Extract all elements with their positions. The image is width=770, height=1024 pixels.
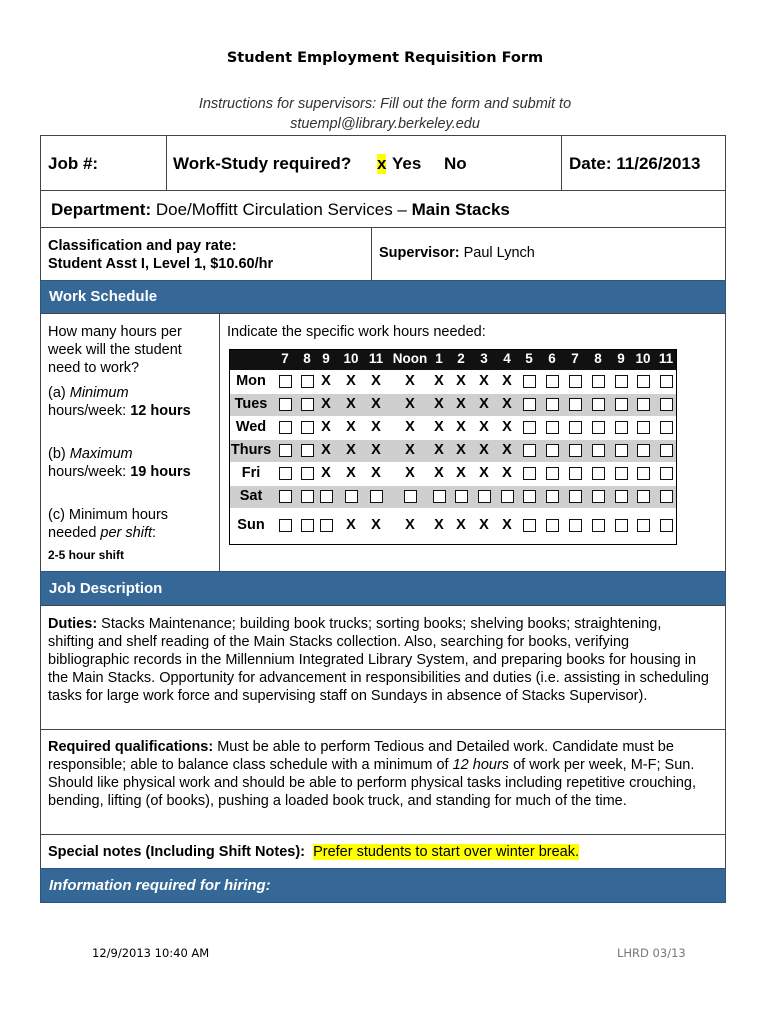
hour-checkbox[interactable] xyxy=(660,444,673,457)
instructions xyxy=(0,94,770,134)
hour-checkbox[interactable] xyxy=(569,490,582,503)
qualifications-label: Required qualifications: xyxy=(48,739,214,755)
hour-checkbox[interactable] xyxy=(301,490,314,503)
hour-header: 9 xyxy=(617,351,625,366)
footer-timestamp: 12/9/2013 10:40 AM xyxy=(92,946,210,960)
department-field xyxy=(51,200,510,220)
hour-marked[interactable]: X xyxy=(456,517,466,533)
hour-marked[interactable]: X xyxy=(456,442,466,458)
hour-marked[interactable]: X xyxy=(371,373,381,389)
hour-marked[interactable]: X xyxy=(371,396,381,412)
hour-marked[interactable]: X xyxy=(479,465,489,481)
hour-checkbox[interactable] xyxy=(301,444,314,457)
hour-checkbox[interactable] xyxy=(523,444,536,457)
hours-question: How many hours per week will the student need to work? xyxy=(48,324,182,376)
hour-checkbox[interactable] xyxy=(660,467,673,480)
hour-checkbox[interactable] xyxy=(660,375,673,388)
hour-checkbox[interactable] xyxy=(546,398,559,411)
department-row xyxy=(40,190,726,228)
classification-field xyxy=(48,237,273,273)
schedule-row xyxy=(230,463,676,485)
hour-header: Noon xyxy=(392,351,428,366)
hour-checkbox[interactable] xyxy=(279,375,292,388)
hour-header: 9 xyxy=(322,351,330,366)
hour-checkbox[interactable] xyxy=(615,490,628,503)
hour-header: 1 xyxy=(435,351,443,366)
hour-checkbox[interactable] xyxy=(592,421,605,434)
hour-marked[interactable]: X xyxy=(456,419,466,435)
minimum-hours xyxy=(48,384,218,420)
special-notes-section xyxy=(40,834,726,869)
classification-value: Student Asst I, Level 1, $10.60/hr xyxy=(48,256,274,272)
hour-checkbox[interactable] xyxy=(592,467,605,480)
hours-header xyxy=(230,350,676,370)
maximum-prefix: (b) xyxy=(48,446,70,462)
work-schedule-header: Work Schedule xyxy=(40,280,726,314)
shift-suffix: : xyxy=(152,525,157,541)
supervisor-value: Paul Lynch xyxy=(463,245,535,261)
schedule-row xyxy=(230,440,676,462)
duties-section xyxy=(40,605,726,730)
hour-checkbox[interactable] xyxy=(404,490,417,503)
shift-hours-value: 2-5 hour shift xyxy=(48,548,125,562)
form-title: Student Employment Requisition Form xyxy=(226,50,544,66)
hour-marked[interactable]: X xyxy=(346,396,356,412)
hour-checkbox[interactable] xyxy=(637,490,650,503)
duties-label: Duties: xyxy=(48,616,98,632)
hour-checkbox[interactable] xyxy=(546,375,559,388)
hour-checkbox[interactable] xyxy=(615,519,628,532)
date-field xyxy=(569,154,700,174)
maximum-suffix: hours/week: xyxy=(48,464,131,480)
minimum-suffix: hours/week: xyxy=(48,403,131,419)
hour-marked[interactable]: X xyxy=(502,373,512,389)
hour-checkbox[interactable] xyxy=(569,398,582,411)
hour-checkbox[interactable] xyxy=(569,519,582,532)
maximum-hours-value: 19 hours xyxy=(130,464,191,480)
hour-checkbox[interactable] xyxy=(523,375,536,388)
hour-checkbox[interactable] xyxy=(523,421,536,434)
special-notes-label: Special notes (Including Shift Notes): xyxy=(48,844,305,860)
hour-marked[interactable]: X xyxy=(479,396,489,412)
hour-checkbox[interactable] xyxy=(301,519,314,532)
duties-text xyxy=(48,615,711,705)
hour-checkbox[interactable] xyxy=(523,398,536,411)
hour-checkbox[interactable] xyxy=(523,490,536,503)
hour-checkbox[interactable] xyxy=(523,519,536,532)
hour-checkbox[interactable] xyxy=(279,444,292,457)
schedule-row xyxy=(230,371,676,393)
hour-header: 8 xyxy=(303,351,311,366)
hour-header: 10 xyxy=(635,351,651,366)
hour-marked[interactable]: X xyxy=(456,396,466,412)
hour-checkbox[interactable] xyxy=(279,519,292,532)
hour-marked[interactable]: X xyxy=(456,373,466,389)
hour-checkbox[interactable] xyxy=(660,398,673,411)
hour-marked[interactable]: X xyxy=(371,465,381,481)
hour-checkbox[interactable] xyxy=(301,467,314,480)
minimum-italic: Minimum xyxy=(69,385,129,401)
hour-marked[interactable]: X xyxy=(405,373,415,389)
hour-marked[interactable]: X xyxy=(346,517,356,533)
hour-marked[interactable]: X xyxy=(502,465,512,481)
work-study-yes-mark[interactable]: x xyxy=(377,154,387,173)
day-label: Mon xyxy=(236,373,266,389)
hour-header: 5 xyxy=(525,351,533,366)
hour-marked[interactable]: X xyxy=(434,517,444,533)
shift-hours xyxy=(48,506,213,542)
hour-checkbox[interactable] xyxy=(279,421,292,434)
hour-header: 10 xyxy=(343,351,359,366)
special-notes-text xyxy=(48,843,711,861)
duties-body: Stacks Maintenance; building book trucks; sorting books; shelving books; straightening, shifting and shelf reading of the Main Stacks collection. Also, searching for books, verifying bibliographic records in the Millennium Integrated Library System, and preparing books for housing in the Main Stacks. Opportunity for advancement in responsibilities and duties (i.e. assisting in scheduling tasks for large work force and supervising staff on Sundays in absence of Stacks Supervisor). xyxy=(48,616,709,704)
day-label: Tues xyxy=(234,396,268,412)
qualifications-hours: 12 hours xyxy=(452,757,510,773)
hour-checkbox[interactable] xyxy=(301,398,314,411)
hour-marked[interactable]: X xyxy=(479,442,489,458)
hour-checkbox[interactable] xyxy=(320,519,333,532)
hour-checkbox[interactable] xyxy=(546,467,559,480)
hour-checkbox[interactable] xyxy=(637,519,650,532)
minimum-hours-value: 12 hours xyxy=(130,403,191,419)
day-label: Fri xyxy=(241,465,261,481)
hour-checkbox[interactable] xyxy=(637,398,650,411)
hour-marked[interactable]: X xyxy=(434,373,444,389)
hour-marked[interactable]: X xyxy=(321,465,331,481)
department-label: Department: xyxy=(51,200,152,219)
hour-checkbox[interactable] xyxy=(546,421,559,434)
hour-header: 6 xyxy=(548,351,556,366)
hour-checkbox[interactable] xyxy=(279,490,292,503)
maximum-italic: Maximum xyxy=(69,446,133,462)
hour-header: 11 xyxy=(368,351,384,366)
hour-checkbox[interactable] xyxy=(370,490,383,503)
hour-checkbox[interactable] xyxy=(546,444,559,457)
supervisor-label: Supervisor: xyxy=(379,245,460,261)
qualifications-body-2: of work per week, M-F; Sun. Should like physical work and should be able to perform physical tasks including repetitive crouching, bending, lifting (of books), pushing a loaded book truck, and standing for much of the time. xyxy=(48,757,697,809)
maximum-hours xyxy=(48,445,218,481)
hour-checkbox[interactable] xyxy=(546,490,559,503)
hour-marked[interactable]: X xyxy=(321,396,331,412)
hour-marked[interactable]: X xyxy=(479,419,489,435)
schedule-row xyxy=(230,417,676,439)
hour-checkbox[interactable] xyxy=(615,398,628,411)
date-label: Date: xyxy=(569,154,612,173)
instructions-email[interactable]: stuempl@library.berkeley.edu xyxy=(290,116,480,132)
department-value: Doe/Moffitt Circulation Services – xyxy=(155,200,412,219)
hour-checkbox[interactable] xyxy=(637,467,650,480)
hour-checkbox[interactable] xyxy=(592,398,605,411)
hour-marked[interactable]: X xyxy=(479,373,489,389)
work-study-yes-option[interactable]: Yes xyxy=(392,154,422,173)
hour-header: 3 xyxy=(480,351,488,366)
job-number-label: Job #: xyxy=(48,154,99,173)
hour-marked[interactable]: X xyxy=(405,396,415,412)
work-study-no-option[interactable]: No xyxy=(444,154,467,173)
qualifications-text xyxy=(48,738,711,810)
special-notes-value: Prefer students to start over winter break. xyxy=(313,844,580,860)
footer-form-code: LHRD 03/13 xyxy=(617,946,686,960)
supervisor-field xyxy=(379,245,535,261)
hour-checkbox[interactable] xyxy=(279,398,292,411)
hour-header: 7 xyxy=(571,351,579,366)
hour-checkbox[interactable] xyxy=(592,375,605,388)
hour-checkbox[interactable] xyxy=(660,519,673,532)
hour-checkbox[interactable] xyxy=(455,490,468,503)
hour-checkbox[interactable] xyxy=(592,519,605,532)
instructions-line-1: Instructions for supervisors: Fill out the form and submit to xyxy=(198,96,572,112)
hour-checkbox[interactable] xyxy=(569,421,582,434)
hour-header: 7 xyxy=(281,351,289,366)
hour-checkbox[interactable] xyxy=(546,519,559,532)
hour-header: 4 xyxy=(503,351,511,366)
hour-marked[interactable]: X xyxy=(321,373,331,389)
work-study-label: Work-Study required? xyxy=(173,154,352,173)
hour-checkbox[interactable] xyxy=(569,375,582,388)
schedule-row xyxy=(230,394,676,416)
hour-checkbox[interactable] xyxy=(637,421,650,434)
department-unit: Main Stacks xyxy=(411,200,510,219)
hour-marked[interactable]: X xyxy=(434,442,444,458)
hour-checkbox[interactable] xyxy=(279,467,292,480)
work-hours-grid xyxy=(229,349,677,545)
hour-marked[interactable]: X xyxy=(405,419,415,435)
day-label: Sat xyxy=(239,488,263,504)
hour-marked[interactable]: X xyxy=(405,442,415,458)
hour-marked[interactable]: X xyxy=(434,396,444,412)
hour-marked[interactable]: X xyxy=(502,419,512,435)
grid-title: Indicate the specific work hours needed: xyxy=(227,324,486,340)
hour-header: 11 xyxy=(658,351,674,366)
header-row xyxy=(40,135,726,191)
hour-checkbox[interactable] xyxy=(433,490,446,503)
day-label: Sun xyxy=(237,517,265,533)
hour-marked[interactable]: X xyxy=(502,396,512,412)
hour-checkbox[interactable] xyxy=(478,490,491,503)
hour-marked[interactable]: X xyxy=(346,419,356,435)
hour-checkbox[interactable] xyxy=(637,444,650,457)
hour-marked[interactable]: X xyxy=(321,442,331,458)
hour-checkbox[interactable] xyxy=(301,375,314,388)
qualifications-body-1: Must be able to perform Tedious and Detailed work. Candidate must be responsible; able to balance class schedule with a minimum of xyxy=(48,739,674,773)
hour-marked[interactable]: X xyxy=(405,465,415,481)
hour-checkbox[interactable] xyxy=(615,467,628,480)
schedule-row xyxy=(230,486,676,508)
hour-checkbox[interactable] xyxy=(637,375,650,388)
hour-marked[interactable]: X xyxy=(502,517,512,533)
hour-checkbox[interactable] xyxy=(592,444,605,457)
hour-checkbox[interactable] xyxy=(660,490,673,503)
classification-row xyxy=(40,227,726,281)
job-description-header: Job Description xyxy=(40,571,726,606)
hour-checkbox[interactable] xyxy=(301,421,314,434)
hour-marked[interactable]: X xyxy=(346,465,356,481)
hour-marked[interactable]: X xyxy=(479,517,489,533)
hour-marked[interactable]: X xyxy=(405,517,415,533)
hour-marked[interactable]: X xyxy=(371,419,381,435)
hour-marked[interactable]: X xyxy=(346,373,356,389)
hour-checkbox[interactable] xyxy=(569,444,582,457)
hour-marked[interactable]: X xyxy=(434,465,444,481)
hour-marked[interactable]: X xyxy=(321,419,331,435)
hour-header: 8 xyxy=(594,351,602,366)
date-value: 11/26/2013 xyxy=(616,154,701,173)
minimum-prefix: (a) xyxy=(48,385,70,401)
shift-italic: per shift xyxy=(100,525,153,541)
hour-checkbox[interactable] xyxy=(501,490,514,503)
hour-checkbox[interactable] xyxy=(320,490,333,503)
hour-checkbox[interactable] xyxy=(615,421,628,434)
hour-marked[interactable]: X xyxy=(371,517,381,533)
hour-marked[interactable]: X xyxy=(346,442,356,458)
classification-label: Classification and pay rate: xyxy=(48,238,237,254)
hour-checkbox[interactable] xyxy=(345,490,358,503)
hour-marked[interactable]: X xyxy=(502,442,512,458)
day-label: Wed xyxy=(235,419,267,435)
hour-header: 2 xyxy=(457,351,465,366)
hour-checkbox[interactable] xyxy=(615,444,628,457)
hour-checkbox[interactable] xyxy=(569,467,582,480)
hour-checkbox[interactable] xyxy=(592,490,605,503)
hour-marked[interactable]: X xyxy=(371,442,381,458)
hour-checkbox[interactable] xyxy=(523,467,536,480)
schedule-row xyxy=(230,515,676,537)
day-label: Thurs xyxy=(230,442,272,458)
qualifications-section xyxy=(40,729,726,835)
hour-marked[interactable]: X xyxy=(434,419,444,435)
shift-prefix: (c) Minimum hours needed xyxy=(48,507,169,541)
hour-checkbox[interactable] xyxy=(660,421,673,434)
hour-checkbox[interactable] xyxy=(615,375,628,388)
hiring-info-header: Information required for hiring: xyxy=(40,868,726,903)
hour-marked[interactable]: X xyxy=(456,465,466,481)
